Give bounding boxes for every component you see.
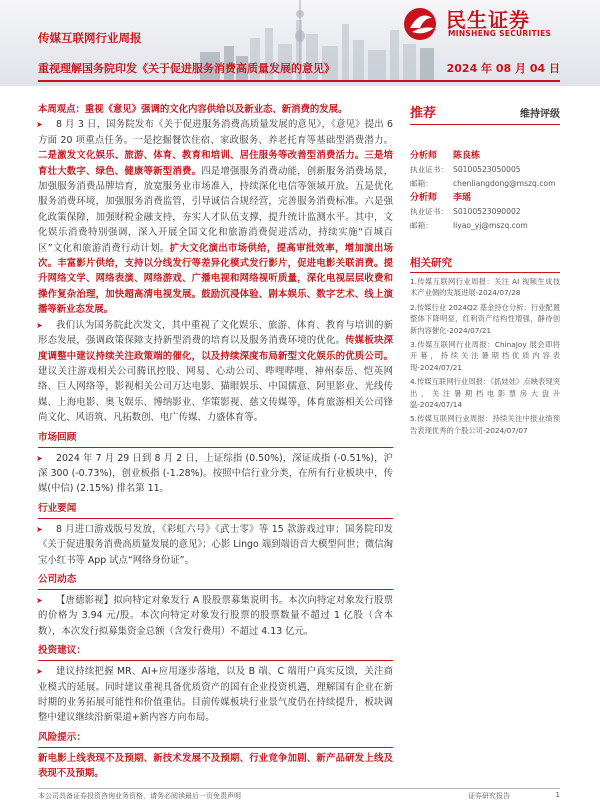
core-view-title: 重视《意见》强调的文化内容供给以及新业态、新消费的发展。 [84,104,348,115]
section-heading-invest: 投资建议： [38,643,393,661]
section-heading-market: 市场回顾 [38,430,393,448]
logo-mark-icon [402,6,442,42]
related-report-link[interactable]: 4.传媒互联网行业周报：《抓娃娃》点映表现突出，关注暑期档电影票房大盘升温-2024/07/14 [410,377,560,410]
analyst-cert-row [410,205,560,219]
analyst-email-row [410,219,560,233]
paragraph-risk: 新电影上线表现不及预期、新技术发展不及预期、行业竞争加剧、新产品研发上线及表现不及预期。 [38,752,393,780]
paragraph-invest: ➤ 建议持续把握 MR、AI+应用逐步落地，以及 B 端、C 端用户真实反馈，关注商业模式的延展。同时建议重视具备优质资产的国有企业投资机遇，理解国有企业在新时期的业务拓展可能性和价值重估。目前传媒板块行业景气度仍在持续提升，板块调整中建议继续沿新渠道+新内容方向布局。 [38,664,393,726]
analyst-name-row [410,191,560,205]
analyst-name-row [410,149,560,163]
section-heading-company: 公司动态 [38,572,393,590]
paragraph-company: ➤ 【唐德影视】拟向特定对象发行 A 股股票募集说明书。本次向特定对象发行股票的价格为 3.94 元/股。本次向特定对象发行股票的股票数量不超过 1 亿股（含本数），本次发行拟募集资金总额（含发行费用）不超过 4.13 亿元。 [38,593,393,639]
analyst-role: 分析师 [410,193,438,203]
text-run: 四是增强服务消费动能，创新服务消费场景，加强服务消费品牌培育，放宽服务业市场准入，持续深化电信等领域开放。五是优化服务消费环境，加强服务消费监管，引导诚信合规经营，完善服务消费标准。六是强化政策保障，加强财税金融支持，夯实人才队伍支撑，提升统计监测水平。其中，文化娱乐消费特别强调，深入开展全国文化和旅游消费促进活动，持续实施“百城百区”文化和旅游消费行动计划。 [38,165,393,254]
related-report-link[interactable]: 5.传媒互联网行业周报：持续关注中报业绩预告表现优秀的个股公司-2024/07/07 [410,414,560,435]
rating-label: 推荐 [410,106,437,121]
related-report-link[interactable]: 1.传媒互联网行业周报：关注 AI 视频生成技术产业侧的发展进展-2024/07/28 [410,277,560,298]
rating-value: 维持评级 [520,109,560,120]
minsheng-logo [402,2,590,46]
cert-number: S0100523050005 [453,165,521,174]
related-report-link[interactable]: 2.传媒行业 2024Q2 基金持仓分析：行业配置整体下降明显，红利资产结构性增强，静待创新内容催化-2024/07/21 [410,302,561,335]
email-label: 邮箱： [410,179,433,188]
analyst-name: 李瑶 [453,193,472,203]
analyst-email[interactable]: liyao_yj@mszq.com [453,221,528,230]
report-date: 2024 年 08 月 04 日 [446,62,560,75]
report-series: 传媒互联网行业周报 [38,31,142,45]
analyst-block [410,149,560,233]
page-footer [38,788,560,800]
text-run-bold: 传媒板块深度调整中建议持续关注政策端的催化，以及持续深度布局新型文化娱乐的优质公司。 [38,335,393,362]
paragraph-market: ➤ 2024 年 7 月 29 日到 8 月 2 日，上证综指 (0.50%)，深证成指 (-0.51%)，沪深 300 (-0.73%)，创业板指 (-1.28%)。按照中信行业分类，在所有行业板块中，传媒(中信) (2.15%) 排名第 11。 [38,451,393,497]
header-divider [38,80,560,82]
text-run-bold: 扩大文化演出市场供给，提高审批效率，增加演出场次。丰富影片供给，支持以分线发行等差异化模式发行影片，促进电影关联消费。提升网络文学、网络表演、网络游戏、广播电视和网络视听质量，深化电视层层收费和操作复杂治理，加快超高清电视发展。鼓励沉浸体验、剧本娱乐、数字艺术、线上演播等新业态发展。 [38,242,393,316]
core-view-label: 本周观点： [38,104,85,115]
logo-text-en: MINSHENG SECURITIES [448,29,552,38]
cert-label: 执业证书： [410,165,448,174]
analyst-email[interactable]: chenliangdong@mszq.com [453,179,556,188]
footer-doc-type: 证券研究报告 [468,792,510,800]
section-heading-risk: 风险提示： [38,730,393,748]
report-title: 重视理解国务院印发《关于促进服务消费高质量发展的意见》 [38,62,335,75]
rating-row [410,102,560,125]
cert-number: S0100523090002 [453,207,521,216]
related-research-heading: 相关研究 [410,255,560,273]
core-view [38,102,393,117]
logo-text-cn: 民生证券 [446,8,530,32]
paragraph-news: ➤ 8 月进口游戏版号发放，《彩虹六号》《武士零》等 15 款游戏过审；国务院印发《关于促进服务消费高质量发展的意见》；心影 Lingo 端到端语音大模型问世；微信淘宝小红书等 App 试点“网络身份证”。 [38,522,393,568]
main-content [38,102,393,782]
text-run: 建议关注游戏相关公司腾讯控股、网易、心动公司、哔哩哔哩、神州泰岳、恺英网络、巨人网络等，影视相关公司万达电影、猫眼娱乐、中国儒意、阿里影业、光线传媒、上海电影、奥飞娱乐、博纳影业、华策影视、慈文传媒等，体育旅游相关公司锋尚文化、风语筑、凡拓数创、电广传媒、力盛体育等。 [38,365,393,424]
text-run: 8 月 3 日，国务院发布《关于促进服务消费高质量发展的意见》，《意见》提出 6 方面 20 项重点任务。一是挖掘餐饮住宿、家政服务、养老托育等基础型消费潜力。 [38,119,393,146]
text-run: 我们认为国务院此次发文，其中重视了文化娱乐、旅游、体育、教育与培训的新形态发展，强调政策保障支持新型消费的培育以及服务消费环境的优化。 [38,319,393,347]
paragraph-opinion [38,318,393,426]
section-heading-news: 行业要闻 [38,501,393,519]
analyst-email-row [410,177,560,191]
paragraph-policy [38,117,393,317]
related-report-link[interactable]: 3.传媒互联网行业周报：ChinaJoy 展会即将开幕，持续关注暑期档优质内容表现-2024/07/21 [410,340,560,372]
analyst-name: 陈良栋 [453,151,481,161]
cert-label: 执业证书： [410,207,448,216]
sidebar [410,102,560,436]
email-label: 邮箱： [410,221,433,230]
footer-disclaimer: 本公司具备证券投资咨询业务资格，请务必阅读最后一页免责声明 [38,792,241,800]
text-run-bold: 二是激发文化娱乐、旅游、体育、教育和培训、居住服务等改善型消费活力。三是培育壮大数字、绿色、健康等新型消费。 [38,150,393,177]
analyst-cert-row [410,163,560,177]
analyst-role: 分析师 [410,151,438,161]
report-header [0,0,600,86]
footer-page-number: 1 [555,791,560,799]
